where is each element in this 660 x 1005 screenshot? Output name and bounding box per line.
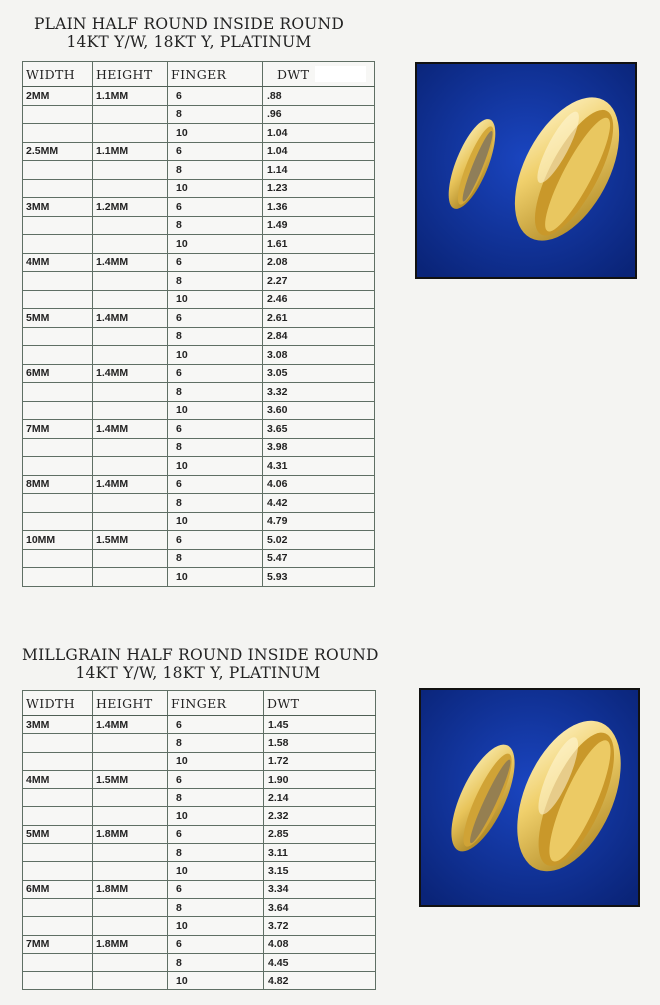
height-cell [93, 734, 168, 752]
finger-cell: 8 [168, 105, 263, 124]
width-cell [23, 383, 93, 402]
millgrain-table-body [23, 716, 376, 990]
height-cell [93, 272, 168, 291]
height-cell: 1.4MM [93, 475, 168, 494]
width-cell [23, 752, 93, 770]
width-cell: 6MM [23, 880, 93, 898]
table-row [23, 290, 375, 309]
width-cell: 3MM [23, 716, 93, 734]
finger-cell: 8 [168, 549, 263, 568]
height-cell: 1.5MM [93, 531, 168, 550]
width-cell: 10MM [23, 531, 93, 550]
table-row [23, 494, 375, 513]
width-cell: 4MM [23, 253, 93, 272]
table-row [23, 825, 376, 843]
width-cell [23, 789, 93, 807]
width-cell: 5MM [23, 825, 93, 843]
table-row [23, 142, 375, 161]
dwt-cell: 2.08 [263, 253, 375, 272]
table-row [23, 568, 375, 587]
finger-cell: 8 [168, 734, 264, 752]
height-cell: 1.4MM [93, 309, 168, 328]
dwt-cell: 1.14 [263, 161, 375, 180]
finger-cell: 6 [168, 142, 263, 161]
table-row [23, 198, 375, 217]
width-cell: 3MM [23, 198, 93, 217]
finger-cell: 6 [168, 253, 263, 272]
finger-cell: 8 [168, 953, 264, 971]
width-column-header: WIDTH [23, 691, 93, 716]
height-cell [93, 179, 168, 198]
plain-table-body [23, 87, 375, 587]
height-cell [93, 844, 168, 862]
table-header-row [23, 691, 376, 716]
width-cell: 7MM [23, 935, 93, 953]
height-cell [93, 235, 168, 254]
width-cell: 2MM [23, 87, 93, 106]
dwt-cell: 3.72 [264, 917, 376, 935]
width-cell [23, 401, 93, 420]
height-cell [93, 789, 168, 807]
height-cell [93, 862, 168, 880]
finger-cell: 10 [168, 512, 263, 531]
table-row [23, 734, 376, 752]
finger-column-header: FINGER [168, 691, 264, 716]
height-cell [93, 568, 168, 587]
dwt-cell: 1.49 [263, 216, 375, 235]
height-cell [93, 807, 168, 825]
finger-cell: 6 [168, 770, 264, 788]
dwt-cell: 1.04 [263, 124, 375, 143]
width-cell [23, 216, 93, 235]
dwt-cell: 4.08 [264, 935, 376, 953]
dwt-cell: 3.60 [263, 401, 375, 420]
dwt-cell: 3.05 [263, 364, 375, 383]
table-row [23, 789, 376, 807]
dwt-cell: 2.32 [264, 807, 376, 825]
table-row [23, 235, 375, 254]
height-cell [93, 124, 168, 143]
finger-cell: 8 [168, 789, 264, 807]
millgrain-title-line2: 14KT Y/W, 18KT Y, PLATINUM [75, 664, 321, 682]
table-row [23, 880, 376, 898]
millgrain-section-title [22, 646, 379, 682]
width-cell [23, 346, 93, 365]
dwt-cell: 1.90 [264, 770, 376, 788]
finger-cell: 6 [168, 716, 264, 734]
table-row [23, 383, 375, 402]
dwt-cell: 1.36 [263, 198, 375, 217]
height-cell: 1.4MM [93, 364, 168, 383]
width-cell [23, 972, 93, 990]
dwt-cell: 1.45 [264, 716, 376, 734]
dwt-cell: 1.04 [263, 142, 375, 161]
height-cell [93, 549, 168, 568]
table-row [23, 272, 375, 291]
width-cell [23, 124, 93, 143]
dwt-cell: 3.65 [263, 420, 375, 439]
height-cell [93, 972, 168, 990]
width-cell [23, 457, 93, 476]
millgrain-rings-photo [419, 688, 640, 907]
height-cell [93, 216, 168, 235]
table-row [23, 512, 375, 531]
table-row [23, 364, 375, 383]
width-cell [23, 272, 93, 291]
table-row [23, 953, 376, 971]
height-cell: 1.2MM [93, 198, 168, 217]
table-row [23, 531, 375, 550]
table-row [23, 420, 375, 439]
dwt-cell: 4.82 [264, 972, 376, 990]
height-cell [93, 401, 168, 420]
plain-rings-photo [415, 62, 637, 279]
table-row [23, 898, 376, 916]
table-row [23, 862, 376, 880]
table-row [23, 346, 375, 365]
finger-cell: 8 [168, 216, 263, 235]
dwt-cell: 5.02 [263, 531, 375, 550]
dwt-cell: 3.08 [263, 346, 375, 365]
dwt-cell: 3.98 [263, 438, 375, 457]
table-row [23, 161, 375, 180]
finger-cell: 8 [168, 844, 264, 862]
dwt-column-header [263, 62, 375, 87]
height-cell [93, 161, 168, 180]
finger-cell: 6 [168, 880, 264, 898]
width-cell [23, 512, 93, 531]
table-row [23, 935, 376, 953]
height-cell: 1.1MM [93, 87, 168, 106]
width-cell [23, 734, 93, 752]
finger-cell: 10 [168, 401, 263, 420]
width-cell [23, 844, 93, 862]
table-row [23, 327, 375, 346]
height-cell [93, 290, 168, 309]
width-cell [23, 917, 93, 935]
height-cell [93, 383, 168, 402]
dwt-header-label: DWT [277, 66, 310, 82]
width-cell [23, 235, 93, 254]
width-cell [23, 494, 93, 513]
finger-cell: 8 [168, 161, 263, 180]
height-cell: 1.4MM [93, 420, 168, 439]
table-row [23, 124, 375, 143]
width-cell: 2.5MM [23, 142, 93, 161]
table-row [23, 549, 375, 568]
dwt-cell: 4.42 [263, 494, 375, 513]
height-cell [93, 457, 168, 476]
width-cell: 4MM [23, 770, 93, 788]
table-row [23, 401, 375, 420]
dwt-cell: .96 [263, 105, 375, 124]
table-row [23, 917, 376, 935]
height-cell: 1.1MM [93, 142, 168, 161]
finger-cell: 6 [168, 475, 263, 494]
finger-column-header: FINGER [168, 62, 263, 87]
height-cell: 1.8MM [93, 825, 168, 843]
dwt-cell: 5.47 [263, 549, 375, 568]
plain-spec-table [22, 61, 375, 587]
table-row [23, 87, 375, 106]
plain-title-line2: 14KT Y/W, 18KT Y, PLATINUM [66, 33, 312, 51]
table-row [23, 438, 375, 457]
finger-cell: 10 [168, 568, 263, 587]
width-cell [23, 161, 93, 180]
dwt-cell: 2.27 [263, 272, 375, 291]
dwt-cell: 4.45 [264, 953, 376, 971]
table-row [23, 216, 375, 235]
dwt-cell: 4.79 [263, 512, 375, 531]
millgrain-spec-table [22, 690, 376, 990]
dwt-cell: 2.84 [263, 327, 375, 346]
dwt-cell: 3.64 [264, 898, 376, 916]
dwt-cell: 1.23 [263, 179, 375, 198]
dwt-cell: 1.61 [263, 235, 375, 254]
finger-cell: 6 [168, 825, 264, 843]
height-cell [93, 898, 168, 916]
finger-cell: 6 [168, 935, 264, 953]
table-row [23, 105, 375, 124]
finger-cell: 10 [168, 752, 264, 770]
dwt-cell: 4.06 [263, 475, 375, 494]
table-row [23, 807, 376, 825]
height-cell [93, 494, 168, 513]
height-column-header: HEIGHT [93, 62, 168, 87]
finger-cell: 6 [168, 420, 263, 439]
dwt-cell: 3.32 [263, 383, 375, 402]
dwt-column-header: DWT [264, 691, 376, 716]
finger-cell: 10 [168, 862, 264, 880]
height-cell: 1.8MM [93, 880, 168, 898]
finger-cell: 8 [168, 327, 263, 346]
dwt-cell: 2.14 [264, 789, 376, 807]
width-column-header: WIDTH [23, 62, 93, 87]
dwt-cell: 3.34 [264, 880, 376, 898]
height-column-header: HEIGHT [93, 691, 168, 716]
dwt-cell: 1.72 [264, 752, 376, 770]
plain-section-title [22, 15, 356, 51]
finger-cell: 10 [168, 124, 263, 143]
finger-cell: 10 [168, 917, 264, 935]
finger-cell: 8 [168, 383, 263, 402]
table-row [23, 309, 375, 328]
table-row [23, 752, 376, 770]
table-row [23, 253, 375, 272]
finger-cell: 10 [168, 457, 263, 476]
height-cell: 1.8MM [93, 935, 168, 953]
width-cell [23, 105, 93, 124]
height-cell [93, 752, 168, 770]
finger-cell: 10 [168, 290, 263, 309]
height-cell [93, 953, 168, 971]
dwt-cell: 3.11 [264, 844, 376, 862]
width-cell [23, 179, 93, 198]
height-cell [93, 346, 168, 365]
table-row [23, 972, 376, 990]
height-cell: 1.4MM [93, 253, 168, 272]
width-cell [23, 953, 93, 971]
width-cell [23, 568, 93, 587]
finger-cell: 6 [168, 87, 263, 106]
finger-cell: 6 [168, 198, 263, 217]
dwt-cell: 1.58 [264, 734, 376, 752]
dwt-cell: 2.85 [264, 825, 376, 843]
millgrain-rings-image [421, 690, 638, 905]
dwt-cell: 4.31 [263, 457, 375, 476]
table-row [23, 844, 376, 862]
finger-cell: 6 [168, 364, 263, 383]
dwt-cell: .88 [263, 87, 375, 106]
width-cell [23, 290, 93, 309]
width-cell [23, 438, 93, 457]
width-cell: 7MM [23, 420, 93, 439]
height-cell [93, 512, 168, 531]
millgrain-title-line1: MILLGRAIN HALF ROUND INSIDE ROUND [22, 646, 379, 664]
table-row [23, 475, 375, 494]
width-cell: 5MM [23, 309, 93, 328]
dwt-cell: 3.15 [264, 862, 376, 880]
width-cell: 8MM [23, 475, 93, 494]
finger-cell: 6 [168, 531, 263, 550]
finger-cell: 8 [168, 494, 263, 513]
plain-title-line1: PLAIN HALF ROUND INSIDE ROUND [34, 15, 344, 33]
finger-cell: 10 [168, 179, 263, 198]
finger-cell: 6 [168, 309, 263, 328]
dwt-cell: 2.61 [263, 309, 375, 328]
width-cell [23, 327, 93, 346]
dwt-cell: 2.46 [263, 290, 375, 309]
table-row [23, 770, 376, 788]
finger-cell: 8 [168, 438, 263, 457]
width-cell: 6MM [23, 364, 93, 383]
dwt-cell: 5.93 [263, 568, 375, 587]
width-cell [23, 549, 93, 568]
header-blank-box [315, 66, 366, 82]
finger-cell: 8 [168, 272, 263, 291]
height-cell [93, 105, 168, 124]
table-row [23, 179, 375, 198]
table-row [23, 457, 375, 476]
finger-cell: 10 [168, 807, 264, 825]
finger-cell: 10 [168, 346, 263, 365]
height-cell [93, 438, 168, 457]
table-header-row [23, 62, 375, 87]
height-cell: 1.4MM [93, 716, 168, 734]
width-cell [23, 898, 93, 916]
finger-cell: 8 [168, 898, 264, 916]
width-cell [23, 862, 93, 880]
table-row [23, 716, 376, 734]
finger-cell: 10 [168, 235, 263, 254]
finger-cell: 10 [168, 972, 264, 990]
height-cell: 1.5MM [93, 770, 168, 788]
width-cell [23, 807, 93, 825]
plain-rings-image [417, 64, 635, 277]
height-cell [93, 917, 168, 935]
height-cell [93, 327, 168, 346]
